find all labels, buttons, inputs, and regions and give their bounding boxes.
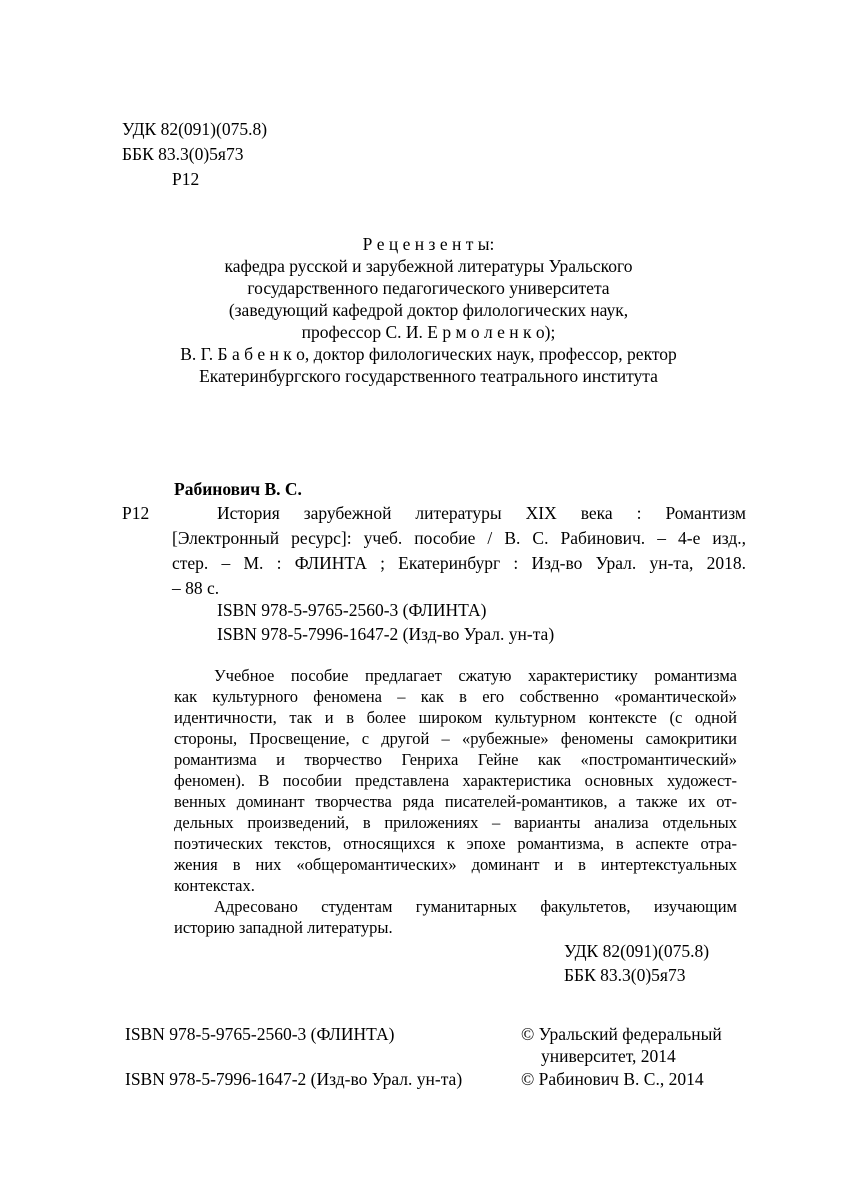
- audience-line: Адресовано студентам гуманитарных факультетов, изучающим: [214, 897, 737, 916]
- reviewer-line: [0, 321, 857, 343]
- abstract-line: жения в них «общеромантических» доминант и в интертекстуальных: [174, 855, 737, 874]
- abstract-line: Учебное пособие предлагает сжатую характеристику романтизма: [214, 666, 737, 685]
- audience-line: историю западной литературы.: [174, 918, 393, 937]
- footer-isbn: ISBN 978-5-7996-1647-2 (Изд-во Урал. ун-та): [125, 1069, 463, 1089]
- footer-isbn: ISBN 978-5-9765-2560-3 (ФЛИНТА): [125, 1024, 395, 1044]
- bbk-code-repeat: ББК 83.3(0)5я73: [564, 965, 686, 985]
- reviewer-line: Екатеринбургского государственного театрального института: [199, 366, 658, 386]
- book-description-line: стер. – М. : ФЛИНТА ; Екатеринбург : Изд-во Урал. ун-та, 2018.: [172, 553, 746, 573]
- abstract-line: романтизма и творчество Генриха Гейне как «постромантический»: [174, 750, 737, 769]
- udk-code-repeat: УДК 82(091)(075.8): [564, 941, 710, 961]
- book-title-line: История зарубежной литературы XIX века : Романтизм: [217, 503, 746, 523]
- abstract-line: поэтических текстов, относящихся к эпохе романтизма, в аспекте отра-: [174, 834, 737, 853]
- abstract-line: венных доминант творчества ряда писателей-романтиков, а также их от-: [174, 792, 737, 811]
- reviewer-line: (заведующий кафедрой доктор филологических наук,: [228, 300, 629, 320]
- isbn-line: ISBN 978-5-7996-1647-2 (Изд-во Урал. ун-та): [217, 624, 555, 644]
- copyright-author: © Рабинович В. С., 2014: [521, 1069, 704, 1089]
- abstract-line: контекстах.: [174, 876, 255, 895]
- copyright-university: © Уральский федеральный: [521, 1024, 722, 1044]
- reviewer-name: В. Г. Б а б е н к о,: [180, 344, 310, 364]
- abstract-line: феномен). В пособии представлена характеристика основных художест-: [174, 771, 737, 790]
- copyright-university-year: университет, 2014: [541, 1046, 676, 1066]
- reviewer-credentials: доктор филологических наук, профессор, ректор: [309, 344, 677, 364]
- author-mark: Р12: [172, 169, 200, 189]
- abstract-line: идентичности, так и в более широком культурном контексте (с одной: [174, 708, 737, 727]
- reviewers-heading: Р е ц е н з е н т ы:: [362, 234, 495, 254]
- record-code: Р12: [122, 503, 150, 523]
- bbk-code: ББК 83.3(0)5я73: [122, 144, 244, 164]
- book-description-line: [Электронный ресурс]: учеб. пособие / В. С. Рабинович. – 4-е изд.,: [172, 528, 746, 548]
- page-count: – 88 с.: [172, 578, 220, 598]
- reviewer-title: профессор С. И.: [301, 322, 428, 342]
- abstract-line: как культурного феномена – как в его собственно «романтической»: [174, 687, 737, 706]
- abstract-line: дельных произведений, в приложениях – варианты анализа отдельных: [174, 813, 737, 832]
- reviewer-line-end: );: [544, 322, 556, 342]
- udk-code: УДК 82(091)(075.8): [122, 119, 268, 139]
- reviewer-line: [0, 343, 857, 365]
- isbn-line: ISBN 978-5-9765-2560-3 (ФЛИНТА): [217, 600, 487, 620]
- reviewer-line: кафедра русской и зарубежной литературы Уральского: [224, 256, 633, 276]
- book-author: Рабинович В. С.: [174, 479, 302, 499]
- abstract-line: стороны, Просвещение, с другой – «рубежные» феномены самокритики: [174, 729, 737, 748]
- reviewer-name: Е р м о л е н к о: [427, 322, 545, 342]
- reviewer-line: государственного педагогического университета: [247, 278, 610, 298]
